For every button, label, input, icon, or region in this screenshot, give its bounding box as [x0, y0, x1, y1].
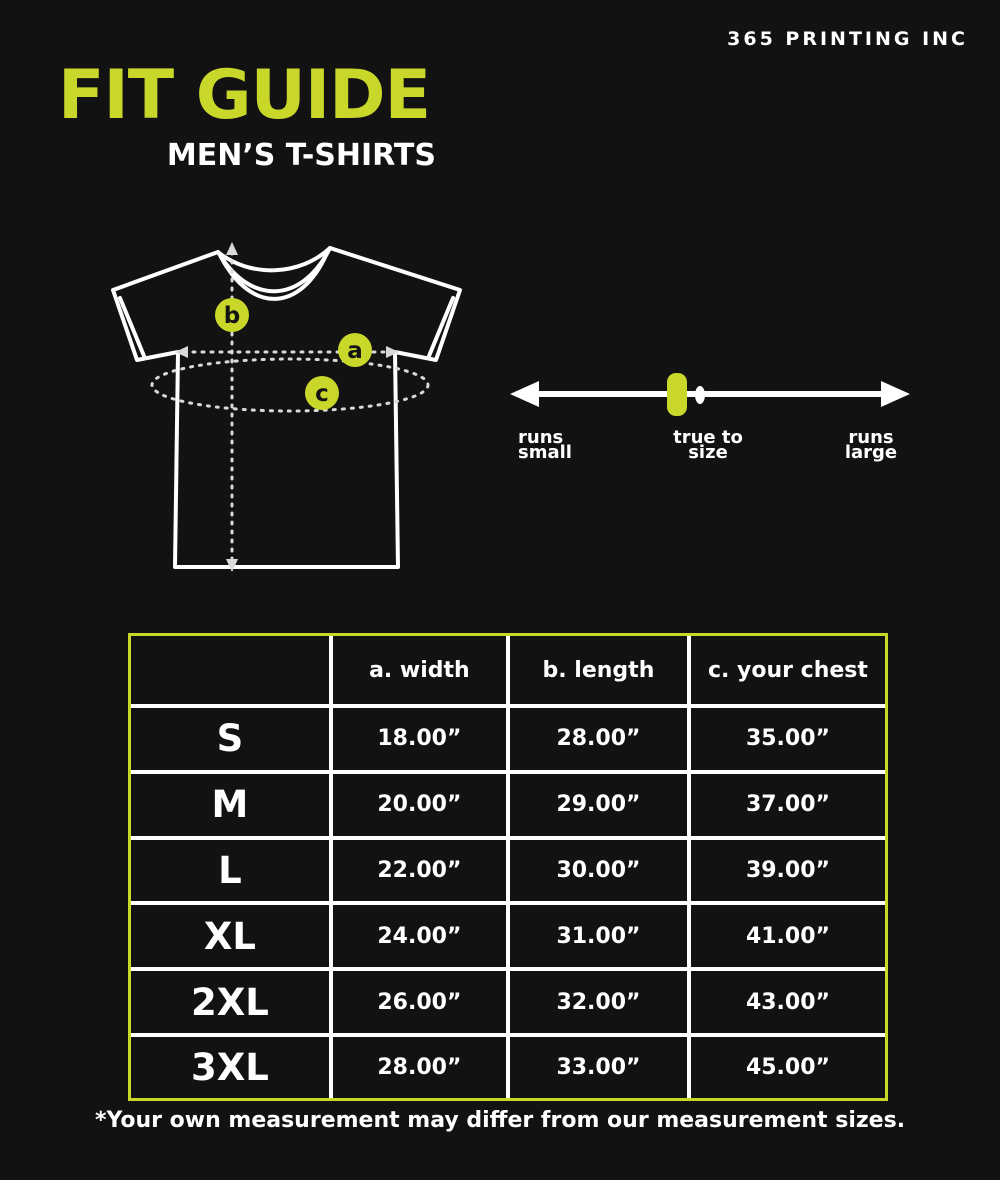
width-cell: 18.00”: [331, 706, 508, 772]
chest-cell: 35.00”: [689, 706, 885, 772]
length-cell: 32.00”: [508, 969, 689, 1035]
fit-indicator-marker: [667, 373, 687, 416]
width-cell: 20.00”: [331, 772, 508, 838]
width-cell: 22.00”: [331, 838, 508, 904]
col-header-chest: c. your chest: [689, 636, 885, 706]
measurement-disclaimer: *Your own measurement may differ from our measurement sizes.: [94, 1108, 906, 1133]
chest-cell: 45.00”: [689, 1035, 885, 1098]
size-cell: M: [131, 772, 331, 838]
fit-indicator-dot: [695, 386, 705, 404]
col-header-length: b. length: [508, 636, 689, 706]
marker-b-label: b: [223, 303, 241, 329]
scale-label-line: large: [844, 442, 898, 463]
scale-label-line: size: [688, 442, 728, 463]
scale-label-line: runs: [848, 427, 894, 448]
width-cell: 26.00”: [331, 969, 508, 1035]
width-cell: 24.00”: [331, 903, 508, 969]
page-title: FIT GUIDE: [58, 56, 431, 135]
size-cell: S: [131, 706, 331, 772]
table-row-3xl: [131, 1035, 885, 1098]
scale-arrow-left-icon: [510, 381, 539, 407]
tshirt-diagram: [100, 230, 480, 582]
chest-cell: 37.00”: [689, 772, 885, 838]
scale-label-line: small: [518, 442, 572, 463]
table-row-xl: [131, 903, 885, 969]
scale-arrow-right-icon: [881, 381, 910, 407]
size-cell: 2XL: [131, 969, 331, 1035]
arrow-up-icon: [226, 242, 238, 255]
length-cell: 30.00”: [508, 838, 689, 904]
scale-label-runs-large: [836, 427, 906, 463]
marker-a-label: a: [347, 338, 363, 364]
col-header-width: a. width: [331, 636, 508, 706]
marker-badges: [215, 298, 372, 410]
chest-dashed-ellipse: [152, 359, 428, 411]
page-subtitle: MEN’S T-SHIRTS: [166, 138, 436, 173]
marker-c-label: c: [315, 381, 329, 407]
chest-cell: 41.00”: [689, 903, 885, 969]
table-row-l: [131, 838, 885, 904]
size-cell: 3XL: [131, 1035, 331, 1098]
table-row-s: [131, 706, 885, 772]
size-cell: L: [131, 838, 331, 904]
table-row-m: [131, 772, 885, 838]
scale-label-line: runs: [518, 427, 564, 448]
col-header-size: [131, 636, 331, 706]
length-cell: 33.00”: [508, 1035, 689, 1098]
length-cell: 28.00”: [508, 706, 689, 772]
chest-cell: 43.00”: [689, 969, 885, 1035]
fit-scale-arrow: [510, 381, 910, 407]
brand-name: 365 PRINTING INC: [727, 28, 968, 50]
header-row: [131, 636, 885, 706]
chest-cell: 39.00”: [689, 838, 885, 904]
scale-label-runs-small: [518, 427, 572, 463]
scale-label-line: true to: [673, 427, 743, 448]
tshirt-outline-icon: [113, 248, 460, 567]
fit-scale: [505, 370, 915, 422]
scale-label-true-to-size: [648, 427, 768, 463]
measure-guides: [152, 252, 428, 562]
length-cell: 29.00”: [508, 772, 689, 838]
size-chart: [128, 633, 888, 1101]
length-cell: 31.00”: [508, 903, 689, 969]
size-cell: XL: [131, 903, 331, 969]
table-row-2xl: [131, 969, 885, 1035]
width-cell: 28.00”: [331, 1035, 508, 1098]
